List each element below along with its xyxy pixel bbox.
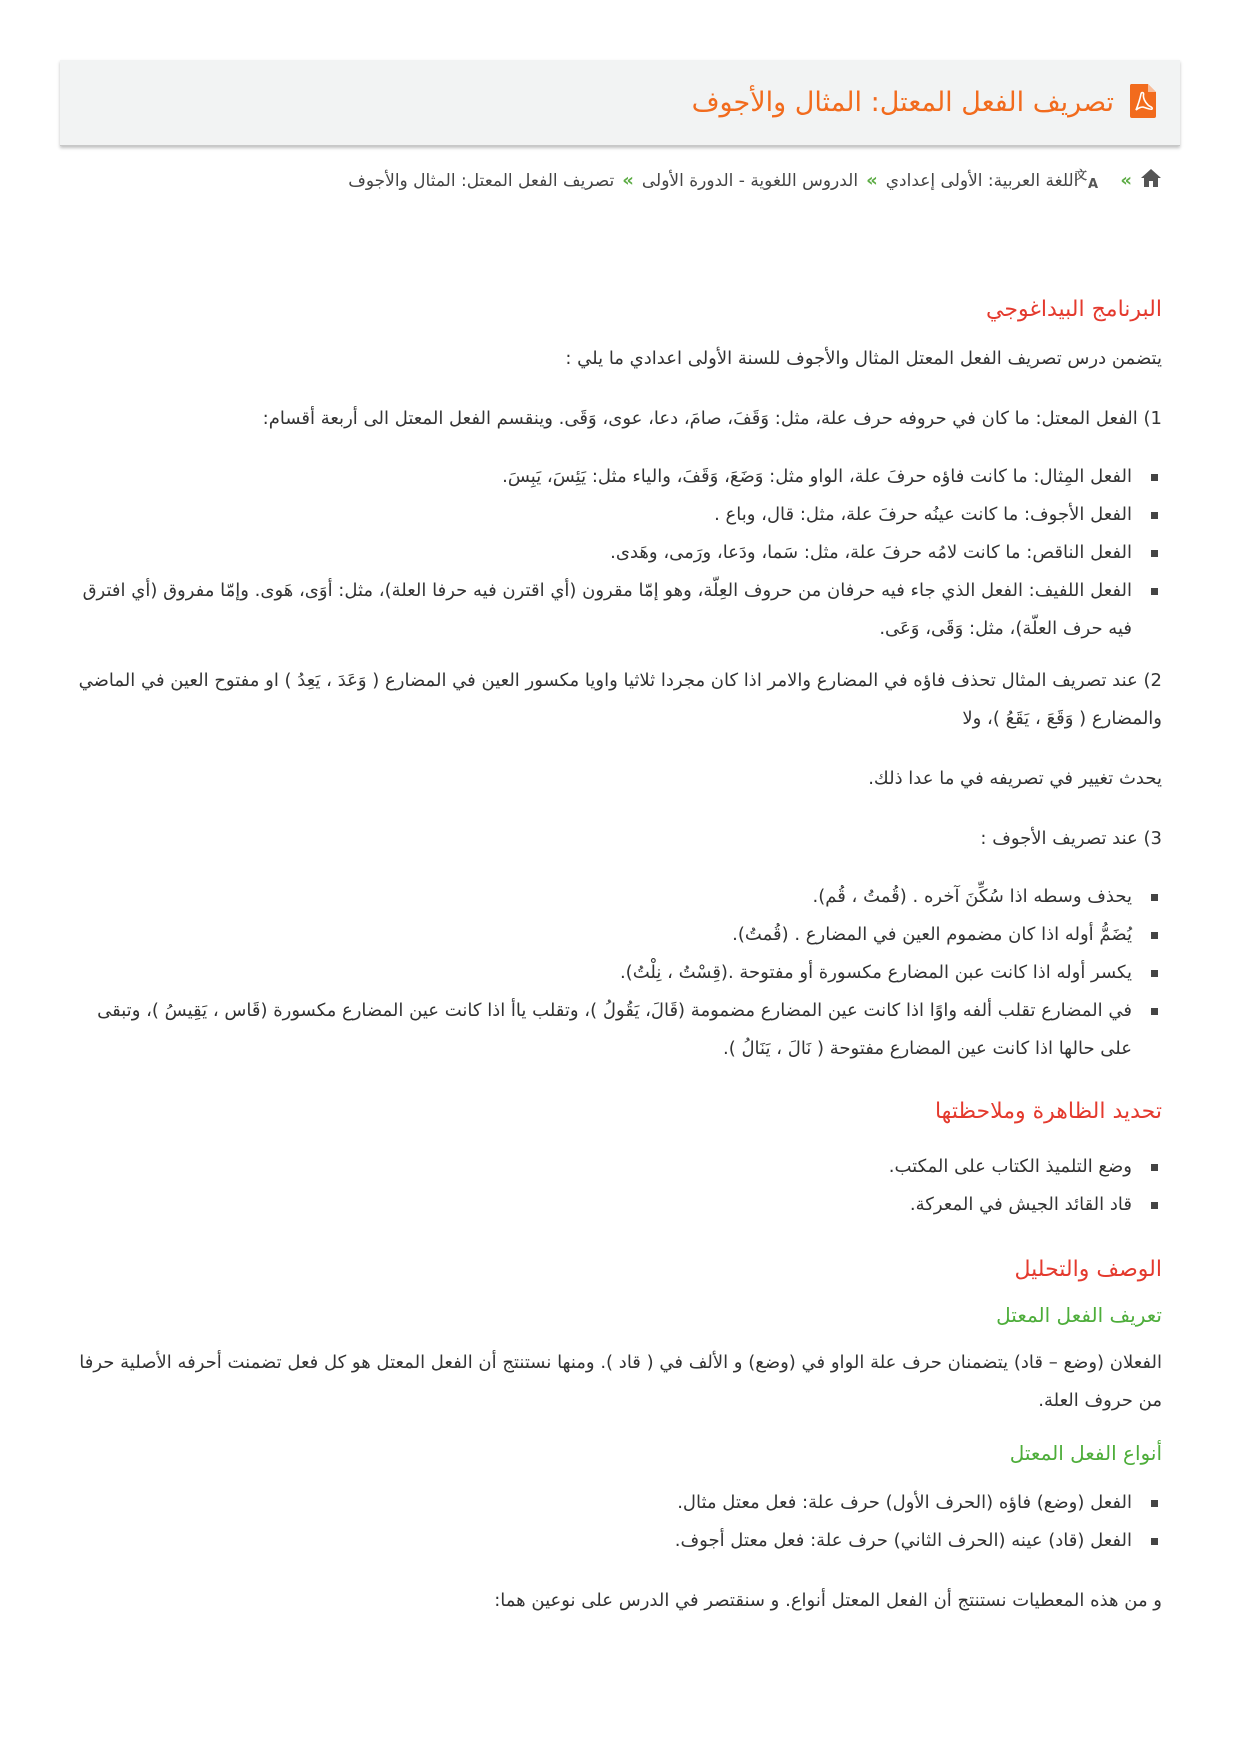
list-item: وضع التلميذ الكتاب على المكتب. — [72, 1148, 1162, 1186]
list-item: في المضارع تقلب ألفه واوًا اذا كانت عين المضارع مضمومة (قَالَ، يَقُولُ )، وتقلب ياأ اذا كانت عين المضارع مكسورة (قَاس ، يَقِيسُ )، وتبقى على حالها اذا كانت عين المضارع مفتوحة ( نَالَ ، يَنَالُ ). — [72, 992, 1162, 1068]
program-intro: يتضمن درس تصريف الفعل المعتل المثال والأجوف للسنة الأولى اعدادي ما يلي : — [565, 348, 1162, 369]
hollow-verb-rules-list — [72, 878, 1162, 1068]
list-item: يحذف وسطه اذا سُكِّنَ آخره . (قُمتُ ، قُم). — [72, 878, 1162, 916]
section-heading-program: البرنامج البيداغوجي — [986, 297, 1162, 322]
list-item: قاد القائد الجيش في المعركة. — [72, 1186, 1162, 1224]
svg-text:A: A — [1088, 177, 1099, 192]
list-item: الفعل الأجوف: ما كانت عينُه حرفَ علة، مثل: قال، وباع . — [72, 496, 1162, 534]
types-list — [72, 1484, 1162, 1560]
home-icon[interactable] — [1140, 168, 1162, 193]
list-item: الفعل (وضع) فاؤه (الحرف الأول) حرف علة: فعل معتل مثال. — [72, 1484, 1162, 1522]
breadcrumb-separator: » — [866, 170, 878, 191]
breadcrumb-item-subject[interactable]: اللغة العربية: الأولى إعدادي — [885, 170, 1079, 191]
program-paragraph-3: يحدث تغيير في تصريفه في ما عدا ذلك. — [868, 768, 1162, 789]
closing-text: و من هذه المعطيات نستنتج أن الفعل المعتل أنواع. و سنقتصر في الدرس على نوعين هما: — [494, 1590, 1162, 1611]
section-heading-analysis: الوصف والتحليل — [1014, 1257, 1162, 1282]
list-item: يُضَمُّ أوله اذا كان مضموم العين في المضارع . (قُمتُ). — [72, 916, 1162, 954]
subheading-types: أنواع الفعل المعتل — [1009, 1441, 1162, 1465]
lesson-content — [72, 290, 1162, 1620]
translate-icon — [1075, 166, 1112, 195]
section-heading-phenomenon: تحديد الظاهرة وملاحظتها — [934, 1099, 1162, 1124]
breadcrumb-separator: » — [1120, 170, 1132, 191]
program-paragraph-4: 3) عند تصريف الأجوف : — [980, 828, 1162, 849]
phenomenon-list — [72, 1148, 1162, 1224]
breadcrumb-item-category[interactable]: الدروس اللغوية - الدورة الأولى — [641, 170, 859, 191]
svg-text:文: 文 — [1075, 168, 1088, 182]
definition-text: الفعلان (وضع – قاد) يتضمنان حرف علة الواو في (وضع) و الألف في ( قاد ). ومنها نستنتج أن الفعل المعتل هو كل فعل تضمنت أحرفه الأصلية حرفا من حروف العلة. — [79, 1352, 1162, 1411]
breadcrumb-item-current: تصريف الفعل المعتل: المثال والأجوف — [348, 170, 615, 191]
subheading-definition: تعريف الفعل المعتل — [996, 1303, 1162, 1327]
program-paragraph-2: 2) عند تصريف المثال تحذف فاؤه في المضارع والامر اذا كان مجردا ثلاثيا واويا مكسور العين في المضارع ( وَعَدَ ، يَعِدُ ) او مفتوح العين في الماضي والمضارع ( وَقَعَ ، يَقَعُ )، ولا — [78, 670, 1162, 729]
breadcrumb — [348, 166, 1162, 195]
list-item: الفعل الناقص: ما كانت لامُه حرفَ علة، مثل: سَما، ودَعا، ورَمى، وهَدى. — [72, 534, 1162, 572]
list-item: يكسر أوله اذا كانت عبن المضارع مكسورة أو مفتوحة .(قِسْتُ ، نِلْتُ). — [72, 954, 1162, 992]
pdf-icon[interactable] — [1114, 83, 1158, 123]
list-item: الفعل (قاد) عينه (الحرف الثاني) حرف علة: فعل معتل أجوف. — [72, 1522, 1162, 1560]
list-item: الفعل اللفيف: الفعل الذي جاء فيه حرفان من حروف العِلّة، وهو إمّا مقرون (أي اقترن فيه حرفا العلة)، مثل: أوَى، هَوى. وإمّا مفروق (أي افترق فيه حرف العلّة)، مثل: وَقَى، وَعَى. — [72, 572, 1162, 648]
header-card — [60, 60, 1180, 146]
breadcrumb-separator: » — [622, 170, 634, 191]
page-title: تصريف الفعل المعتل: المثال والأجوف — [691, 87, 1114, 118]
verb-types-list — [72, 458, 1162, 648]
list-item: الفعل المِثال: ما كانت فاؤه حرفَ علة، الواو مثل: وَضَعَ، وَقَفَ، والياء مثل: يَئِسَ، يَبِسَ. — [72, 458, 1162, 496]
program-paragraph-1: 1) الفعل المعتل: ما كان في حروفه حرف علة، مثل: وَقَفَ، صامَ، دعا، عوى، وَقَى. وينقسم الفعل المعتل الى أربعة أقسام: — [262, 408, 1162, 429]
